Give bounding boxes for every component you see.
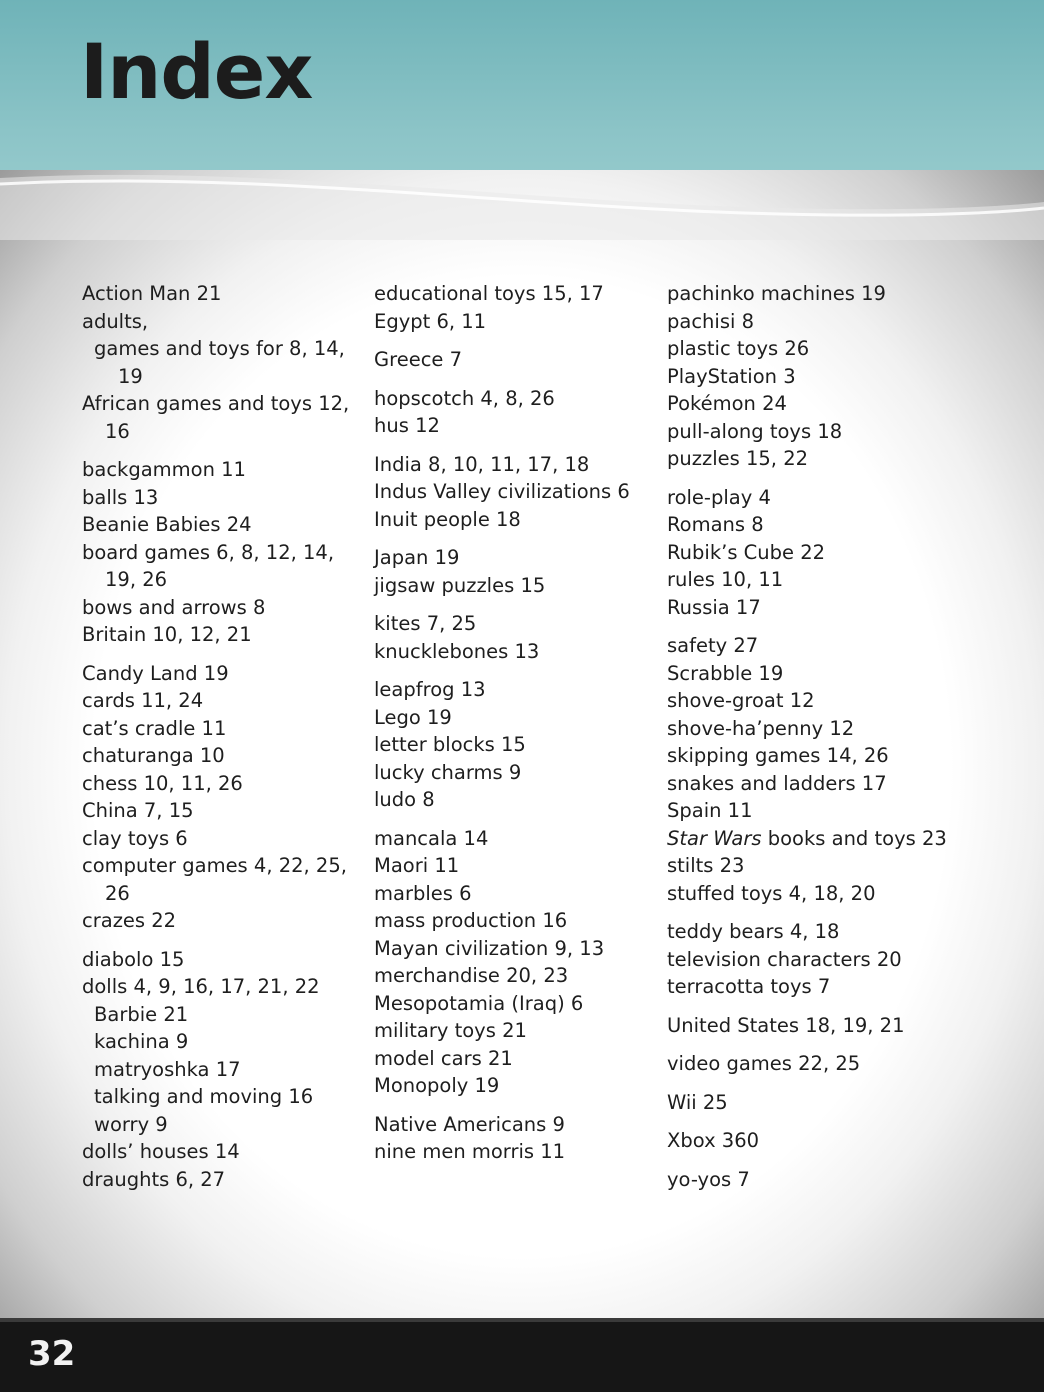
index-subentry: talking and moving 16	[94, 1085, 314, 1108]
index-entry: Mesopotamia (Iraq) 6	[374, 991, 584, 1015]
index-entry: Indus Valley civilizations 6	[374, 480, 630, 503]
index-entry: Beanie Babies 24	[82, 513, 252, 536]
index-entry: shove-groat 12	[667, 689, 815, 712]
index-entry: knucklebones 13	[374, 639, 540, 663]
index-entry: kites 7, 25	[374, 612, 477, 635]
index-entry: cat’s cradle 11	[82, 716, 227, 740]
index-entry: Pokémon 24	[667, 392, 787, 415]
index-entry-italic-title: Star Wars	[667, 826, 762, 850]
index-entry: dolls’ houses 14	[82, 1140, 240, 1163]
index-entry: chaturanga 10	[82, 744, 225, 767]
index-entry: Action Man 21	[82, 282, 222, 305]
index-entry: Romans 8	[667, 513, 764, 536]
index-entry: jigsaw puzzles 15	[374, 573, 546, 597]
index-entry: Rubik’s Cube 22	[667, 540, 826, 564]
index-entry: crazes 22	[82, 909, 177, 932]
index-entry: chess 10, 11, 26	[82, 771, 243, 795]
index-subentry: worry 9	[94, 1112, 168, 1136]
index-subentry: games and toys for 8, 14, 19	[94, 337, 345, 388]
index-entry: pull-along toys 18	[667, 419, 843, 443]
index-entry: pachisi 8	[667, 309, 755, 333]
index-subentry: kachina 9	[94, 1030, 189, 1053]
index-entry: Wii 25	[667, 1090, 728, 1114]
index-entry: educational toys 15, 17	[374, 282, 604, 305]
index-entry: United States 18, 19, 21	[667, 1013, 905, 1037]
index-entry: mancala 14	[374, 826, 489, 850]
index-entry: rules 10, 11	[667, 568, 784, 591]
index-entry: role-play 4	[667, 485, 771, 509]
index-entry: Japan 19	[374, 546, 460, 569]
index-entry: balls 13	[82, 485, 159, 509]
index-entry: adults,	[82, 309, 149, 333]
index-entry: teddy bears 4, 18	[667, 920, 840, 943]
header-wave-edge	[0, 150, 1044, 240]
index-entry: ludo 8	[374, 788, 435, 811]
index-entry: hopscotch 4, 8, 26	[374, 386, 555, 410]
index-entry: plastic toys 26	[667, 337, 810, 360]
index-entry: cards 11, 24	[82, 689, 204, 712]
index-entry: Russia 17	[667, 595, 761, 619]
index-entry: stuffed toys 4, 18, 20	[667, 881, 876, 905]
index-subentry: matryoshka 17	[94, 1057, 241, 1081]
index-entry: clay toys 6	[82, 826, 188, 850]
index-entry: Lego 19	[374, 705, 452, 729]
index-entry: marbles 6	[374, 881, 472, 905]
index-entry: Spain 11	[667, 799, 753, 822]
index-entry: television characters 20	[667, 947, 902, 971]
index-entry: Mayan civilization 9, 13	[374, 936, 605, 960]
index-entry: shove-ha’penny 12	[667, 716, 855, 740]
index-column-2	[374, 280, 659, 1166]
index-entry: bows and arrows 8	[82, 595, 266, 619]
index-entry: PlayStation 3	[667, 364, 796, 388]
index-entry: Scrabble 19	[667, 661, 784, 685]
index-entry: diabolo 15	[82, 947, 185, 971]
index-column-1	[82, 280, 367, 1193]
index-entry: model cars 21	[374, 1046, 513, 1070]
index-entry: military toys 21	[374, 1019, 527, 1042]
index-column-3	[667, 280, 997, 1193]
index-entry-text: books and toys 23	[767, 826, 947, 850]
index-entry: safety 27	[667, 634, 759, 657]
index-entry: skipping games 14, 26	[667, 744, 889, 767]
index-entry: backgammon 11	[82, 458, 246, 481]
index-entry: Inuit people 18	[374, 507, 521, 531]
index-entry: China 7, 15	[82, 799, 194, 822]
index-entry: Greece 7	[374, 348, 463, 371]
index-entry: nine men morris 11	[374, 1140, 566, 1163]
index-entry: lucky charms 9	[374, 760, 522, 784]
footer-bar	[0, 1318, 1044, 1392]
index-entry: hus 12	[374, 414, 440, 437]
index-entry: draughts 6, 27	[82, 1167, 226, 1191]
index-entry: Xbox 360	[667, 1129, 760, 1152]
index-entry: terracotta toys 7	[667, 975, 831, 998]
index-entry: Egypt 6, 11	[374, 309, 487, 333]
index-entry: letter blocks 15	[374, 733, 526, 756]
index-entry: merchandise 20, 23	[374, 964, 569, 987]
index-entry: Candy Land 19	[82, 661, 229, 685]
index-entry: leapfrog 13	[374, 678, 486, 701]
index-entry: yo-yos 7	[667, 1167, 750, 1191]
page-title: Index	[80, 27, 313, 116]
index-entry: India 8, 10, 11, 17, 18	[374, 452, 590, 476]
index-entry: dolls 4, 9, 16, 17, 21, 22	[82, 975, 320, 998]
index-entry: Monopoly 19	[374, 1074, 500, 1097]
index-entry: board games 6, 8, 12, 14, 19, 26	[82, 540, 335, 591]
index-entry: computer games 4, 22, 25, 26	[82, 854, 347, 905]
index-entry: mass production 16	[374, 909, 568, 932]
page-number: 32	[28, 1334, 76, 1374]
index-entry	[667, 825, 997, 853]
index-subentry: Barbie 21	[94, 1002, 189, 1026]
index-entry: Native Americans 9	[374, 1112, 565, 1136]
index-entry: pachinko machines 19	[667, 282, 886, 305]
index-entry: video games 22, 25	[667, 1052, 861, 1075]
index-entry: Britain 10, 12, 21	[82, 623, 252, 646]
index-entry: puzzles 15, 22	[667, 447, 809, 470]
index-entry: Maori 11	[374, 854, 460, 877]
index-entry: snakes and ladders 17	[667, 771, 887, 795]
index-entry: African games and toys 12, 16	[82, 392, 350, 443]
index-entry: stilts 23	[667, 854, 745, 877]
